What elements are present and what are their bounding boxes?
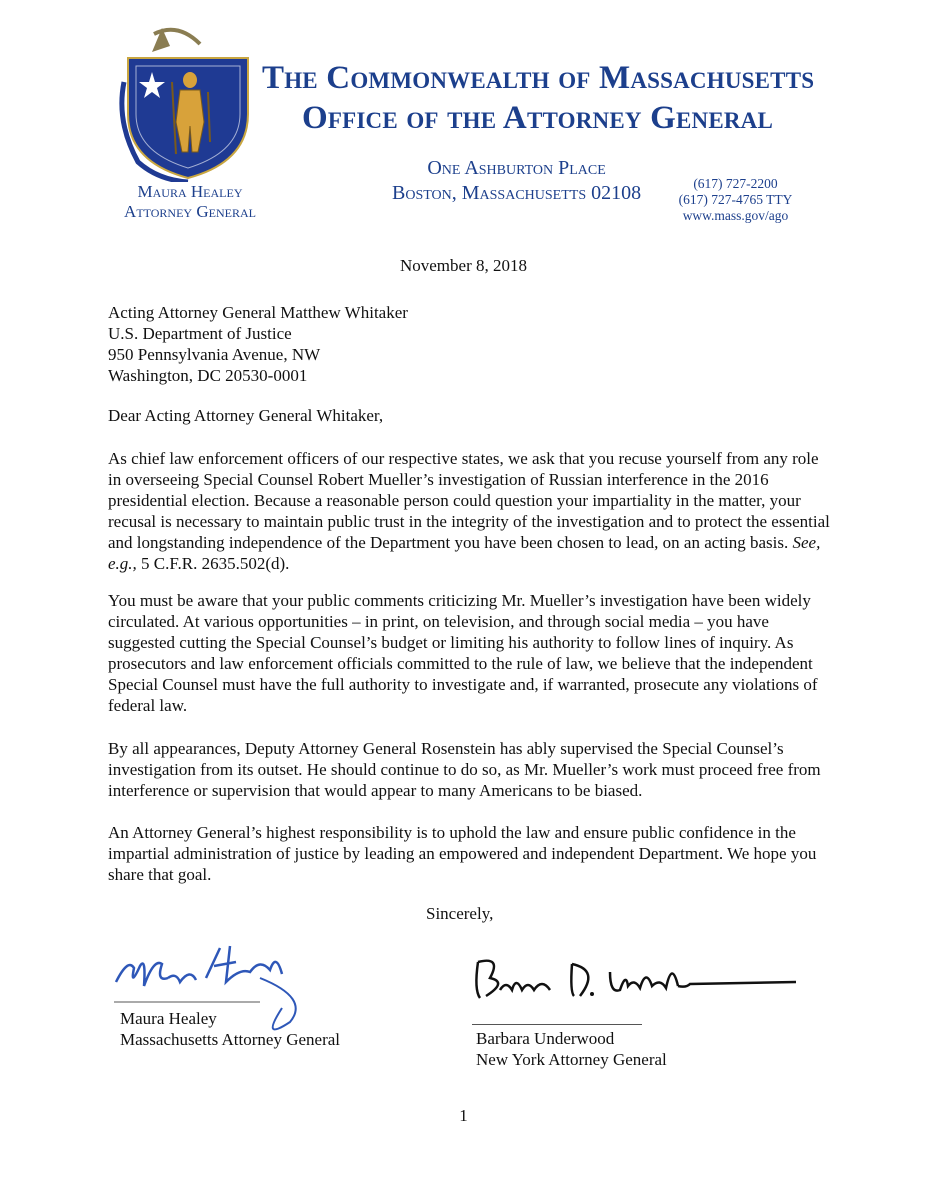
office-address (392, 156, 641, 206)
tty: (617) 727-4765 TTY (678, 192, 793, 207)
ag-name: Maura Healey (137, 182, 243, 201)
citation-signal: See, e.g., (108, 533, 821, 573)
paragraph-1-text: As chief law enforcement officers of our respective states, we ask that you recuse yourself from any role in overseeing Special Counsel Robert Mueller’s investigation of Russian interference in the 2016 presidential election. Because a reasonable person could question your impartiality in the matter, your recusal is necessary to maintain public trust in the integrity of the investigation and to protect the essential and longstanding independence of the Department you have been chosen to lead, on an acting basis. (108, 449, 830, 552)
title-line-1: The Commonwealth of Massachusetts (262, 60, 815, 96)
letter-date: November 8, 2018 (399, 256, 527, 275)
underwood-signature-icon (460, 950, 800, 1020)
signer-underwood (476, 1028, 667, 1070)
phone: (617) 727-2200 (693, 176, 778, 191)
letterhead-title (262, 58, 814, 138)
signature-line (472, 1024, 642, 1025)
closing: Sincerely, (426, 904, 494, 923)
salutation: Dear Acting Attorney General Whitaker, (108, 406, 384, 425)
title-line-2: Office of the Attorney General (302, 100, 774, 136)
attorney-general-block (110, 182, 270, 222)
signer-healey (120, 1008, 340, 1050)
page-number: 1 (459, 1106, 468, 1125)
paragraph-3: By all appearances, Deputy Attorney General Rosenstein has ably supervised the Special Counsel’s investigation from its outset. He should continue to do so, as Mr. Mueller’s work must proceed free from interference or supervision that would appear to many Americans to be biased. (108, 739, 821, 800)
recipient-line: Acting Attorney General Matthew Whitaker (108, 303, 408, 322)
website-link[interactable]: www.mass.gov/ago (682, 208, 789, 223)
signer-name: Maura Healey (120, 1009, 217, 1028)
paragraph-1 (108, 448, 833, 574)
citation: 5 C.F.R. 2635.502(d). (141, 554, 290, 573)
address-line-2: Boston, Massachusetts 02108 (392, 182, 642, 204)
ag-title: Attorney General (124, 202, 256, 221)
recipient-line: Washington, DC 20530-0001 (108, 366, 308, 385)
signer-title: Massachusetts Attorney General (120, 1030, 340, 1049)
paragraph-2: You must be aware that your public comments criticizing Mr. Mueller’s investigation have been widely circulated. At various opportunities – in print, on television, and through social media – you have suggested cutting the Special Counsel’s budget or limiting his authority to follow lines of inquiry. As prosecutors and law enforcement officials committed to the rule of law, we believe that the independent Special Counsel must have the full authority to investigate and, if warranted, prosecute any violations of federal law. (108, 591, 818, 715)
massachusetts-seal-icon (118, 22, 258, 182)
recipient-line: 950 Pennsylvania Avenue, NW (108, 345, 321, 364)
paragraph-4: An Attorney General’s highest responsibility is to uphold the law and ensure public confidence in the impartial administration of justice by leading an empowered and independent Department. We hope you share that goal. (108, 823, 817, 884)
recipient-address (108, 302, 408, 386)
contact-info (668, 176, 803, 224)
address-line-1: One Ashburton Place (427, 157, 606, 179)
signer-name: Barbara Underwood (476, 1029, 615, 1048)
signer-title: New York Attorney General (476, 1050, 667, 1069)
recipient-line: U.S. Department of Justice (108, 324, 292, 343)
